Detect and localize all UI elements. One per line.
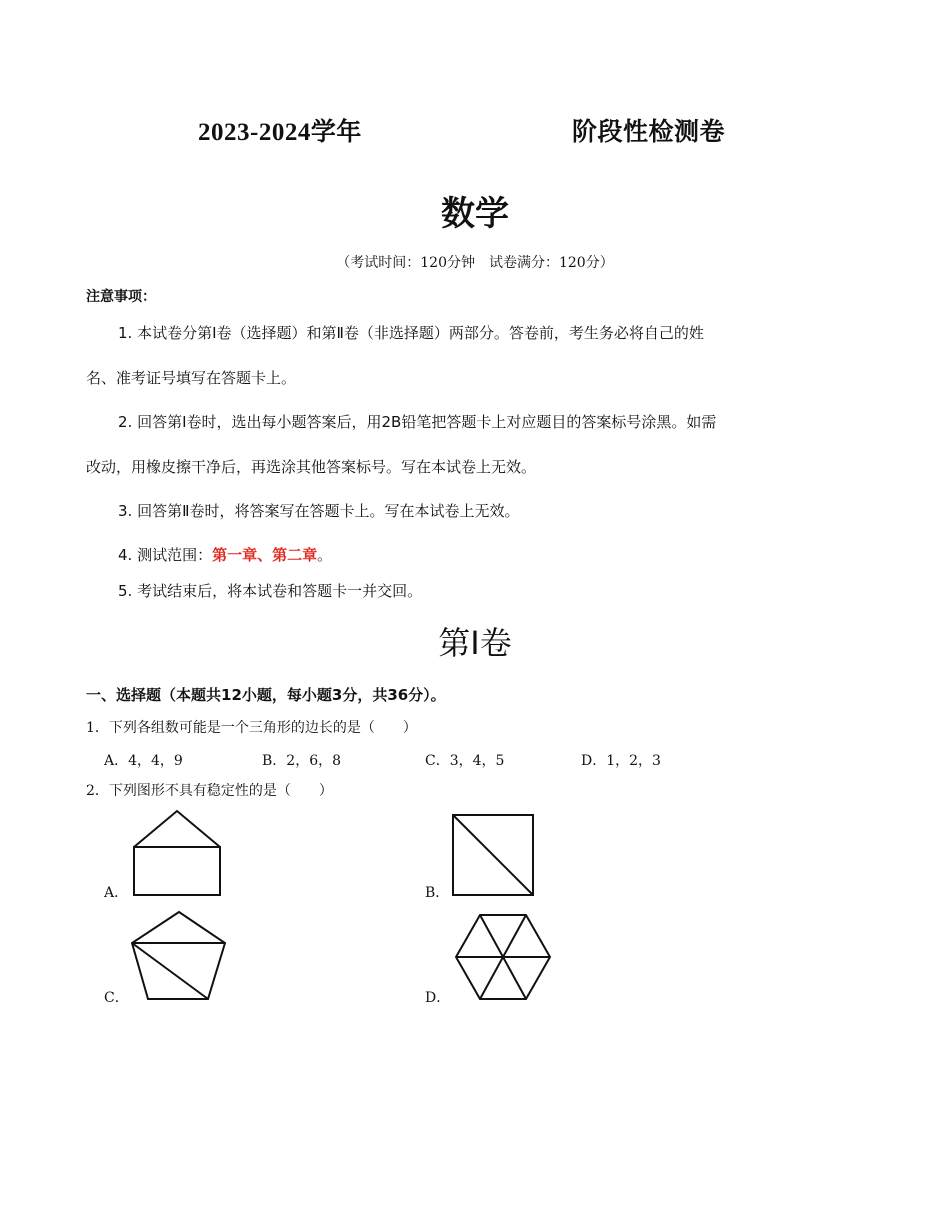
question-2-stem: 2．下列图形不具有稳定性的是（ ）	[86, 783, 333, 799]
question-1-option-a: A．4，4，9	[104, 753, 183, 769]
exam-info: （考试时间：120分钟 试卷满分：120分）	[336, 255, 614, 271]
question-1-option-d: D．1，2，3	[581, 753, 661, 769]
hexagon-with-diagonals-figure	[453, 912, 553, 1002]
notice-item-3: 3. 回答第Ⅱ卷时，将答案写在答题卡上。写在本试卷上无效。	[118, 502, 520, 520]
section-title: 一、选择题（本题共12小题，每小题3分，共36分）。	[86, 686, 446, 704]
question-2-option-a-label: A．	[104, 885, 129, 901]
house-shape-figure	[130, 808, 225, 900]
notice-item-2-line-1: 2. 回答第Ⅰ卷时，选出每小题答案后，用2B铅笔把答题卡上对应题目的答案标号涂黑。如需	[118, 413, 717, 431]
question-1-stem: 1．下列各组数可能是一个三角形的边长的是（ ）	[86, 720, 417, 736]
question-2-option-b-label: B．	[425, 885, 450, 901]
notice-item-5: 5. 考试结束后，将本试卷和答题卡一并交回。	[118, 582, 423, 600]
question-1-option-b: B．2，6，8	[262, 753, 342, 769]
pentagon-with-diagonals-figure	[128, 908, 228, 1004]
notice-heading: 注意事项：	[86, 289, 156, 305]
square-with-diagonal-figure	[450, 812, 536, 898]
volume-title: 第Ⅰ卷	[438, 624, 512, 662]
notice-item-4-suffix: 。	[317, 546, 333, 564]
header-exam-type: 阶段性检测卷	[572, 119, 726, 146]
notice-item-1-line-2: 名、准考证号填写在答题卡上。	[86, 369, 297, 387]
notice-item-2-line-2: 改动，用橡皮擦干净后，再选涂其他答案标号。写在本试卷上无效。	[86, 458, 537, 476]
notice-item-4-prefix: 4. 测试范围：	[118, 546, 213, 564]
test-range: 第一章、第二章	[212, 546, 318, 564]
question-2-option-c-label: C．	[104, 990, 129, 1006]
header-year: 2023-2024学年	[198, 119, 362, 146]
notice-item-1-line-1: 1. 本试卷分第Ⅰ卷（选择题）和第Ⅱ卷（非选择题）两部分。答卷前，考生务必将自己的姓	[118, 324, 704, 342]
notice-item-4	[118, 544, 332, 565]
question-1-option-c: C．3，4，5	[425, 753, 505, 769]
question-2-option-d-label: D．	[425, 990, 451, 1006]
subject-title: 数学	[441, 194, 509, 234]
